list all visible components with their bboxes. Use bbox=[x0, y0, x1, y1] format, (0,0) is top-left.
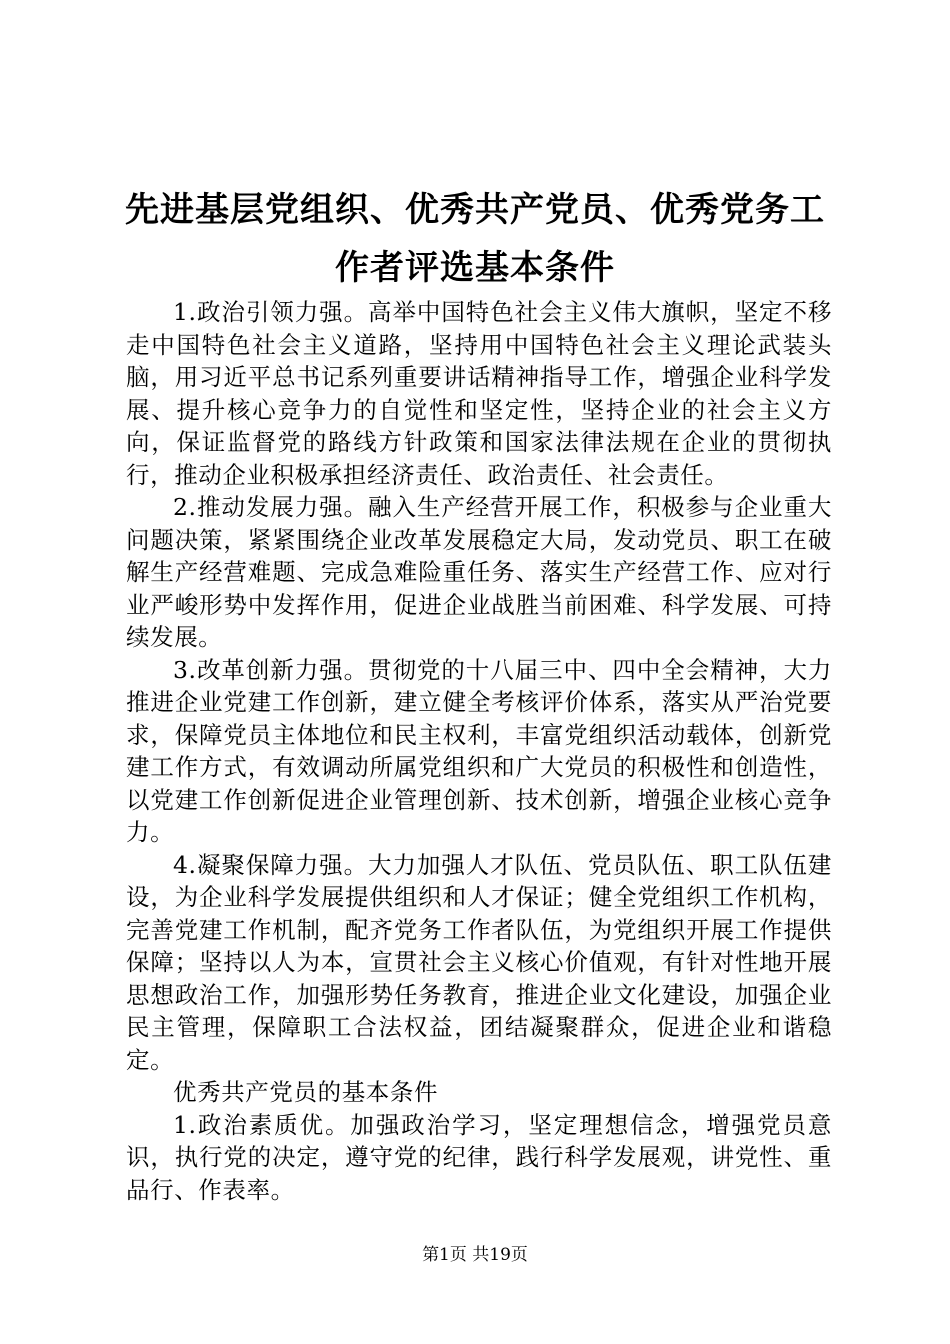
paragraph-promote-development: 2.推动发展力强。融入生产经营开展工作，积极参与企业重大问题决策，紧紧围绕企业改革发展稳定大局，发动党员、职工在破解生产经营难题、完成急难险重任务、落实生产经营工作、应对行业严峻形势中发挥作用，促进企业战胜当前困难、科学发展、可持续发展。 bbox=[126, 493, 832, 651]
document-body bbox=[126, 296, 832, 1206]
section-subheading: 优秀共产党员的基本条件 bbox=[173, 1078, 439, 1106]
paragraph-political-leadership: 1.政治引领力强。高举中国特色社会主义伟大旗帜，坚定不移走中国特色社会主义道路，坚持用中国特色社会主义理论武装头脑，用习近平总书记系列重要讲话精神指导工作，增强企业科学发展、提升核心竞争力的自觉性和坚定性，坚持企业的社会主义方向，保证监督党的路线方针政策和国家法律法规在企业的贯彻执行，推动企业积极承担经济责任、政治责任、社会责任。 bbox=[126, 298, 832, 489]
document-title-line-2: 作者评选基本条件 bbox=[335, 248, 615, 288]
paragraph-cohesion-support: 4.凝聚保障力强。大力加强人才队伍、党员队伍、职工队伍建设，为企业科学发展提供组织和人才保证；健全党组织工作机构，完善党建工作机制，配齐党务工作者队伍，为党组织开展工作提供保障；坚持以人为本，宣贯社会主义核心价值观，有针对性地开展思想政治工作，加强形势任务教育，推进企业文化建设，加强企业民主管理，保障职工合法权益，团结凝聚群众，促进企业和谐稳定。 bbox=[126, 850, 832, 1074]
paragraph-reform-innovation: 3.改革创新力强。贯彻党的十八届三中、四中全会精神，大力推进企业党建工作创新，建立健全考核评价体系，落实从严治党要求，保障党员主体地位和民主权利，丰富党组织活动载体，创新党建工作方式，有效调动所属党组织和广大党员的积极性和创造性，以党建工作创新促进企业管理创新、技术创新，增强企业核心竞争力。 bbox=[126, 655, 832, 846]
paragraph-political-quality: 1.政治素质优。加强政治学习，坚定理想信念，增强党员意识，执行党的决定，遵守党的纪律，践行科学发展观，讲党性、重品行、作表率。 bbox=[126, 1110, 832, 1204]
document-title-line-1: 先进基层党组织、优秀共产党员、优秀党务工 bbox=[125, 190, 825, 230]
page-number-footer: 第1页 共19页 bbox=[422, 1245, 528, 1265]
